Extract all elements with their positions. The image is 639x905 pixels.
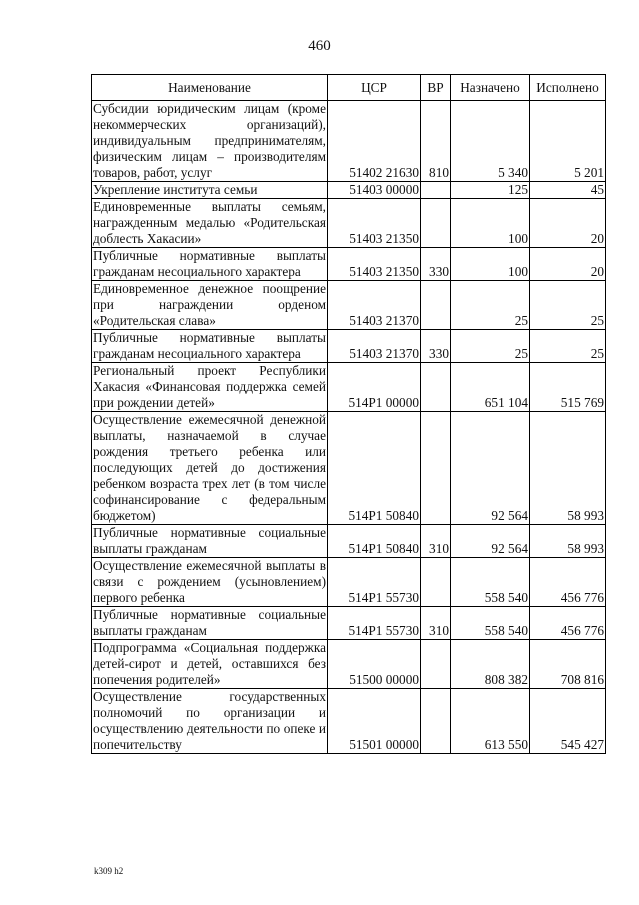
table-row <box>92 101 606 182</box>
cell-vr: 310 <box>421 525 451 558</box>
cell-executed: 25 <box>530 330 606 363</box>
table-row <box>92 248 606 281</box>
cell-assigned: 651 104 <box>451 363 530 412</box>
cell-csr: 51403 00000 <box>328 182 421 199</box>
cell-vr <box>421 412 451 525</box>
cell-executed: 20 <box>530 199 606 248</box>
page-number: 460 <box>308 38 331 54</box>
cell-csr: 51402 21630 <box>328 101 421 182</box>
table-row <box>92 199 606 248</box>
cell-csr: 514P1 50840 <box>328 525 421 558</box>
cell-name: Подпрограмма «Социальная поддержка детей-сирот и детей, оставшихся без попечения родителей» <box>93 640 326 687</box>
table-row <box>92 182 606 199</box>
cell-name: Единовременные выплаты семьям, награжденным медалью «Родительская доблесть Хакасии» <box>93 199 326 246</box>
cell-csr: 51403 21370 <box>328 330 421 363</box>
table-row <box>92 689 606 754</box>
cell-vr <box>421 558 451 607</box>
cell-vr <box>421 182 451 199</box>
cell-name: Публичные нормативные выплаты гражданам несоциального характера <box>93 330 326 361</box>
cell-csr: 51501 00000 <box>328 689 421 754</box>
header-assigned: Назначено <box>451 75 530 101</box>
cell-assigned: 25 <box>451 330 530 363</box>
table-row <box>92 607 606 640</box>
cell-vr <box>421 689 451 754</box>
cell-vr <box>421 363 451 412</box>
cell-name: Укрепление института семьи <box>92 182 328 199</box>
cell-executed: 58 993 <box>530 412 606 525</box>
cell-name: Осуществление ежемесячной денежной выплаты, назначаемой в случае рождения третьего ребенка или последующих детей до достижения ребенком возраста трех лет (в том числе софинансирование с федеральным бюджетом) <box>93 412 326 523</box>
cell-executed: 545 427 <box>530 689 606 754</box>
cell-name: Публичные нормативные выплаты гражданам несоциального характера <box>93 248 326 279</box>
cell-vr: 810 <box>421 101 451 182</box>
cell-vr <box>421 640 451 689</box>
budget-table <box>91 74 606 754</box>
table-row <box>92 281 606 330</box>
table-header-row <box>92 75 606 101</box>
cell-assigned: 808 382 <box>451 640 530 689</box>
cell-executed: 5 201 <box>530 101 606 182</box>
cell-name: Публичные нормативные социальные выплаты гражданам <box>93 525 326 556</box>
cell-vr: 330 <box>421 330 451 363</box>
cell-name: Региональный проект Республики Хакасия «Финансовая поддержка семей при рождении детей» <box>93 363 326 410</box>
cell-executed: 58 993 <box>530 525 606 558</box>
cell-assigned: 100 <box>451 199 530 248</box>
cell-assigned: 558 540 <box>451 607 530 640</box>
cell-vr: 330 <box>421 248 451 281</box>
table-row <box>92 412 606 525</box>
cell-csr: 514P1 55730 <box>328 607 421 640</box>
cell-executed: 25 <box>530 281 606 330</box>
header-csr: ЦСР <box>328 75 421 101</box>
cell-executed: 456 776 <box>530 558 606 607</box>
cell-assigned: 558 540 <box>451 558 530 607</box>
cell-csr: 514P1 00000 <box>328 363 421 412</box>
cell-executed: 456 776 <box>530 607 606 640</box>
cell-name: Осуществление государственных полномочий по организации и осуществлению деятельности по опеке и попечительству <box>93 689 326 752</box>
header-executed: Исполнено <box>530 75 606 101</box>
cell-csr: 51500 00000 <box>328 640 421 689</box>
cell-assigned: 125 <box>451 182 530 199</box>
cell-name: Осуществление ежемесячной выплаты в связи с рождением (усыновлением) первого ребенка <box>93 558 326 605</box>
footer-code: k309 h2 <box>94 866 124 876</box>
header-name: Наименование <box>92 75 328 101</box>
cell-csr: 51403 21350 <box>328 199 421 248</box>
cell-csr: 51403 21370 <box>328 281 421 330</box>
table-row <box>92 363 606 412</box>
cell-name: Единовременное денежное поощрение при награждении орденом «Родительская слава» <box>93 281 326 328</box>
cell-executed: 45 <box>530 182 606 199</box>
table-row <box>92 558 606 607</box>
table-row <box>92 330 606 363</box>
cell-csr: 514P1 55730 <box>328 558 421 607</box>
table-row <box>92 640 606 689</box>
cell-assigned: 613 550 <box>451 689 530 754</box>
cell-name: Публичные нормативные социальные выплаты гражданам <box>93 607 326 638</box>
cell-csr: 514P1 50840 <box>328 412 421 525</box>
cell-assigned: 100 <box>451 248 530 281</box>
cell-executed: 515 769 <box>530 363 606 412</box>
cell-assigned: 25 <box>451 281 530 330</box>
cell-name: Субсидии юридическим лицам (кроме некоммерческих организаций), индивидуальным предпринимателям, физическим лицам – производителям товаров, работ, услуг <box>93 101 326 180</box>
cell-assigned: 5 340 <box>451 101 530 182</box>
table-body <box>92 101 606 754</box>
cell-vr <box>421 281 451 330</box>
cell-vr <box>421 199 451 248</box>
cell-vr: 310 <box>421 607 451 640</box>
cell-csr: 51403 21350 <box>328 248 421 281</box>
table-row <box>92 525 606 558</box>
header-vr: ВР <box>421 75 451 101</box>
cell-assigned: 92 564 <box>451 525 530 558</box>
cell-executed: 708 816 <box>530 640 606 689</box>
cell-assigned: 92 564 <box>451 412 530 525</box>
cell-executed: 20 <box>530 248 606 281</box>
